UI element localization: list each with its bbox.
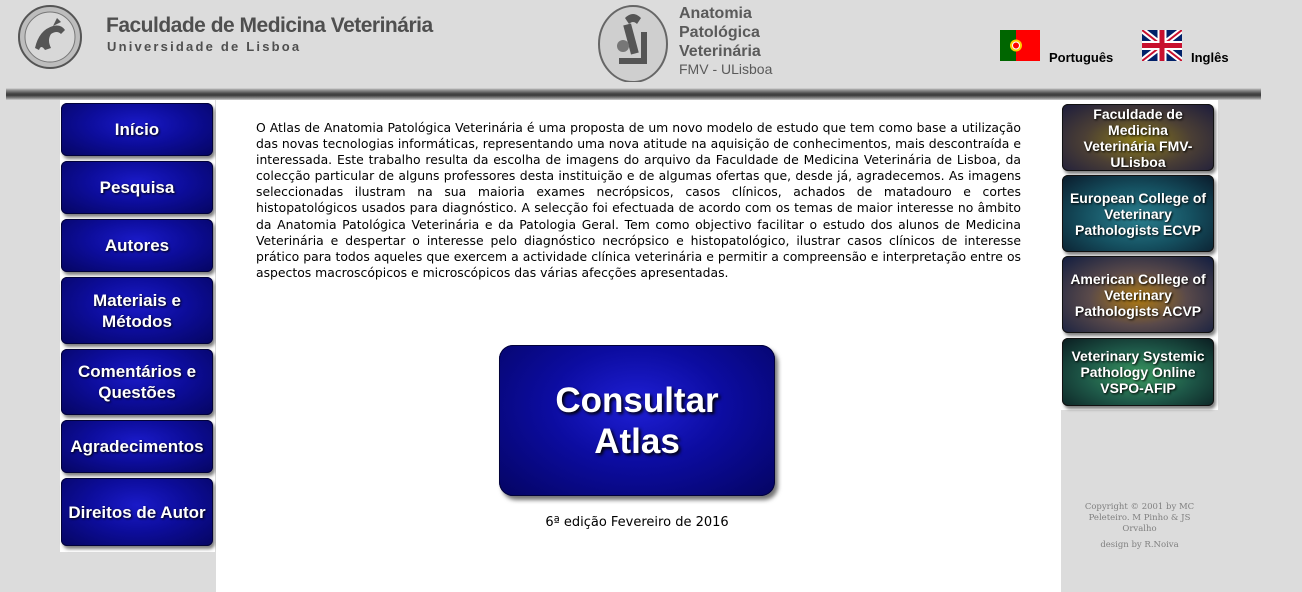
link-ecvp-label: European College of Veterinary Pathologists ECVP <box>1069 189 1207 238</box>
link-acvp-label: American College of Veterinary Pathologists ACVP <box>1070 270 1206 319</box>
link-acvp[interactable] <box>1062 256 1214 333</box>
atlas-subtitle: FMV - ULisboa <box>679 61 773 77</box>
nav-direitos-autor-button[interactable]: Direitos de Autor <box>61 478 213 546</box>
atlas-title <box>679 4 761 61</box>
consult-atlas-label: Consultar Atlas <box>555 380 719 461</box>
link-fmv-ulisboa[interactable] <box>1062 104 1214 171</box>
nav-comentarios-questoes-button[interactable]: Comentários e Questões <box>61 349 213 415</box>
atlas-title-line-1: Anatomia <box>679 5 752 22</box>
uk-flag-icon[interactable] <box>1142 30 1182 61</box>
design-credit: design by R.Noiva <box>1100 540 1179 550</box>
atlas-title-line-3: Veterinária <box>679 43 761 60</box>
nav-pesquisa-button[interactable]: Pesquisa <box>61 161 213 214</box>
faculty-title: Faculdade de Medicina Veterinária <box>106 14 433 37</box>
intro-paragraph: O Atlas de Anatomia Patológica Veterinária é uma proposta de um novo modelo de estudo que tem como base a utilização das novas tecnologias informáticas, representando uma nova atitude na aquisição de conhecimentos, mais descontraída e interessada. Este trabalho resulta da escolha de imagens do arquivo da Faculdade de Medicina Veterinária de Lisboa, da colecção particular de alguns professores desta instituição e de algumas ofertas que, desde já, agradecemos. As imagens seleccionadas ilustram na sua maioria exames necrópsicos, casos clínicos, achados de matadouro e cortes histopatológicos usados para diagnóstico. A selecção foi efectuada de acordo com os temas de maior interesse no âmbito da Anatomia Patológica Veterinária e da Patologia Geral. Tem como objectivo facilitar o estudo dos alunos de Medicina Veterinária e despertar o interesse pelo diagnóstico necrópsico e histopatológico, ilustrar casos clínicos de interesse prático para todos aqueles que exercem a actividade clínica veterinária e permitir a compreensão e interpretação entre os aspectos macroscópicos e microscópicos das várias afecções apresentadas. <box>256 120 1021 280</box>
link-vspo-afip[interactable] <box>1062 338 1214 406</box>
header-divider <box>6 88 1261 100</box>
nav-agradecimentos-button[interactable]: Agradecimentos <box>61 420 213 473</box>
nav-inicio-button[interactable]: Início <box>61 103 213 156</box>
nav-autores-button[interactable]: Autores <box>61 219 213 272</box>
fmv-seal-logo <box>17 4 83 70</box>
link-fmv-label: Faculdade de Medicina Veterinária FMV-ULisboa <box>1083 105 1193 170</box>
language-english-link[interactable]: Inglês <box>1191 50 1229 65</box>
link-vspo-label: Veterinary Systemic Pathology Online VSPO-AFIP <box>1071 348 1205 396</box>
link-ecvp[interactable] <box>1062 175 1214 252</box>
consult-atlas-button[interactable] <box>499 345 775 496</box>
nav-materiais-metodos-button[interactable]: Materiais e Métodos <box>61 277 213 344</box>
language-portuguese-link[interactable]: Português <box>1049 50 1114 65</box>
copyright-text: Copyright © 2001 by MC Peleteiro. M Pinho & JS Orvalho <box>1084 502 1195 534</box>
page-header <box>0 0 1302 88</box>
edition-text: 6ª edição Fevereiro de 2016 <box>545 515 729 530</box>
portugal-flag-icon[interactable] <box>1000 30 1040 61</box>
university-subtitle: Universidade de Lisboa <box>107 39 302 54</box>
atlas-microscope-logo <box>597 2 669 82</box>
atlas-title-line-2: Patológica <box>679 24 760 41</box>
